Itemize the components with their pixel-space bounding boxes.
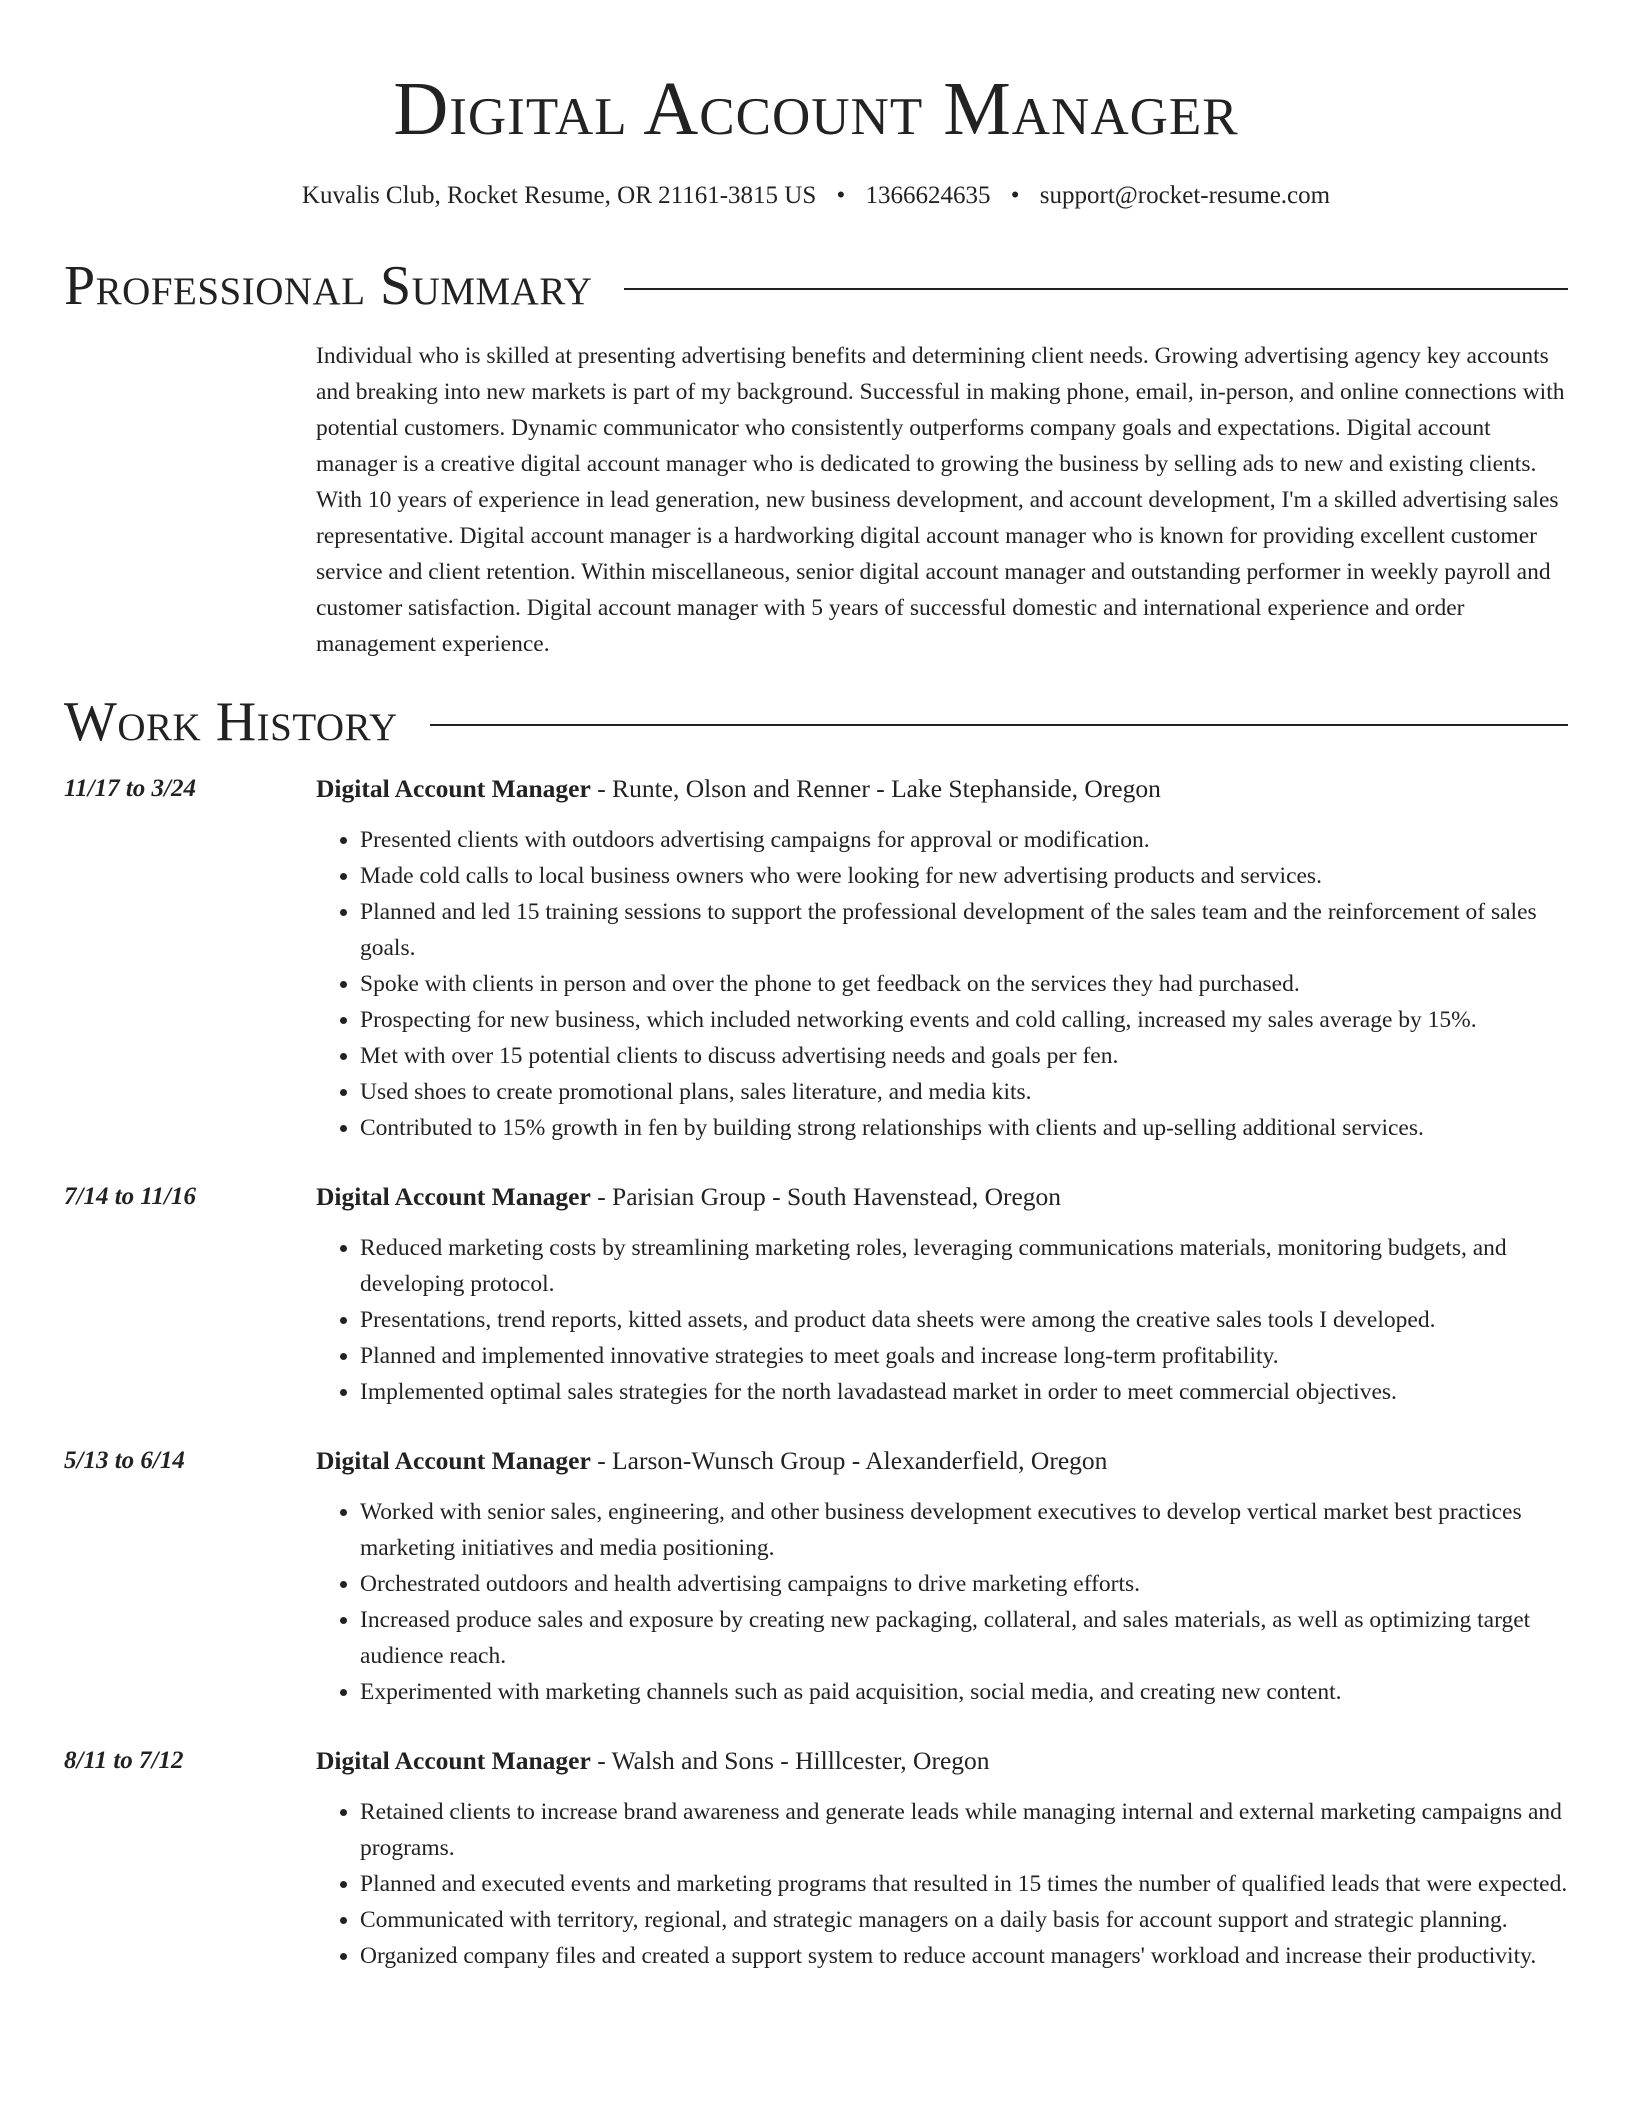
job-bullet: • Communicated with territory, regional, and strategic managers on a daily basis for account support and strategic planning. [360, 1902, 1568, 1938]
work-history-list [64, 772, 1568, 1974]
job-entry [64, 772, 1568, 1146]
job-body [316, 772, 1568, 1146]
job-bullets [316, 1794, 1568, 1974]
job-bullets [316, 822, 1568, 1146]
job-bullet: • Made cold calls to local business owners who were looking for new advertising products and services. [360, 858, 1568, 894]
job-bullet: • Planned and led 15 training sessions to support the professional development of the sales team and the reinforcement of sales goals. [360, 894, 1568, 966]
job-bullet: • Worked with senior sales, engineering, and other business development executives to develop vertical market best practices marketing initiatives and media positioning. [360, 1494, 1568, 1566]
job-bullets [316, 1494, 1568, 1710]
job-entry [64, 1180, 1568, 1410]
job-title-line [316, 1744, 1568, 1778]
job-bullet: • Spoke with clients in person and over the phone to get feedback on the services they had purchased. [360, 966, 1568, 1002]
contact-separator: • [1010, 182, 1020, 209]
job-dates: 5/13 to 6/14 [64, 1447, 185, 1474]
summary-text: Individual who is skilled at presenting advertising benefits and determining client needs. Growing advertising agency key accounts and breaking into new markets is part of my background. Successful in making phone, email, in-person, and online connections with potential customers. Dynamic communicator who consistently outperforms company goals and expectations. Digital account manager is a creative digital account manager who is dedicated to growing the business by selling ads to new and existing clients. With 10 years of experience in lead generation, new business development, and account development, I'm a skilled advertising sales representative. Digital account manager is a hardworking digital account manager who is known for providing excellent customer service and client retention. Within miscellaneous, senior digital account manager and outstanding performer in weekly payroll and customer satisfaction. Digital account manager with 5 years of successful domestic and international experience and order management experience. [316, 343, 1565, 657]
work-section-header [64, 690, 1568, 754]
job-employer-location: - Runte, Olson and Renner - Lake Stephanside, Oregon [590, 774, 1161, 803]
job-bullet: • Increased produce sales and exposure by creating new packaging, collateral, and sales materials, as well as optimizing target audience reach. [360, 1602, 1568, 1674]
job-title: Digital Account Manager [316, 1446, 591, 1475]
job-bullet: • Used shoes to create promotional plans, sales literature, and media kits. [360, 1074, 1568, 1110]
job-body [316, 1444, 1568, 1710]
job-entry [64, 1444, 1568, 1710]
job-entry [64, 1744, 1568, 1974]
job-employer-location: - Walsh and Sons - Hilllcester, Oregon [590, 1746, 990, 1775]
job-bullet: • Presentations, trend reports, kitted assets, and product data sheets were among the creative sales tools I developed. [360, 1302, 1568, 1338]
job-bullet: • Reduced marketing costs by streamlining marketing roles, leveraging communications materials, monitoring budgets, and developing protocol. [360, 1230, 1568, 1302]
section-divider [624, 288, 1568, 290]
contact-email: support@rocket-resume.com [1039, 182, 1331, 209]
job-title-line [316, 1180, 1568, 1214]
job-bullet: • Experimented with marketing channels such as paid acquisition, social media, and creating new content. [360, 1674, 1568, 1710]
job-bullet: • Contributed to 15% growth in fen by building strong relationships with clients and up-selling additional services. [360, 1110, 1568, 1146]
summary-section-header [64, 254, 1568, 318]
job-title: Digital Account Manager [316, 1746, 591, 1775]
summary-heading: Professional Summary [64, 255, 593, 317]
job-title-line [316, 772, 1568, 806]
contact-line [64, 180, 1568, 212]
job-employer-location: - Parisian Group - South Havenstead, Oregon [590, 1182, 1062, 1211]
job-body [316, 1744, 1568, 1974]
candidate-name: Digital Account Manager [393, 67, 1239, 151]
job-title-line [316, 1444, 1568, 1478]
contact-phone: 1366624635 [865, 182, 991, 209]
section-divider [430, 724, 1568, 726]
job-bullets [316, 1230, 1568, 1410]
job-title: Digital Account Manager [316, 774, 591, 803]
job-body [316, 1180, 1568, 1410]
job-bullet: • Retained clients to increase brand awareness and generate leads while managing internal and external marketing campaigns and programs. [360, 1794, 1568, 1866]
job-bullet: • Met with over 15 potential clients to discuss advertising needs and goals per fen. [360, 1038, 1568, 1074]
job-bullet: • Implemented optimal sales strategies for the north lavadastead market in order to meet commercial objectives. [360, 1374, 1568, 1410]
job-bullet: • Planned and implemented innovative strategies to meet goals and increase long-term profitability. [360, 1338, 1568, 1374]
job-bullet: • Planned and executed events and marketing programs that resulted in 15 times the number of qualified leads that were expected. [360, 1866, 1568, 1902]
job-dates: 8/11 to 7/12 [64, 1747, 184, 1774]
job-bullet: • Presented clients with outdoors advertising campaigns for approval or modification. [360, 822, 1568, 858]
job-bullet: • Orchestrated outdoors and health advertising campaigns to drive marketing efforts. [360, 1566, 1568, 1602]
work-heading: Work History [64, 691, 398, 753]
contact-separator: • [836, 182, 846, 209]
resume-page [64, 0, 1568, 1974]
job-dates: 7/14 to 11/16 [64, 1183, 196, 1210]
job-employer-location: - Larson-Wunsch Group - Alexanderfield, Oregon [590, 1446, 1108, 1475]
contact-address: Kuvalis Club, Rocket Resume, OR 21161-3815 US [301, 182, 817, 209]
job-bullet: • Prospecting for new business, which included networking events and cold calling, increased my sales average by 15%. [360, 1002, 1568, 1038]
job-title: Digital Account Manager [316, 1182, 591, 1211]
job-bullet: • Organized company files and created a support system to reduce account managers' workload and increase their productivity. [360, 1938, 1568, 1974]
job-dates: 11/17 to 3/24 [64, 775, 196, 802]
